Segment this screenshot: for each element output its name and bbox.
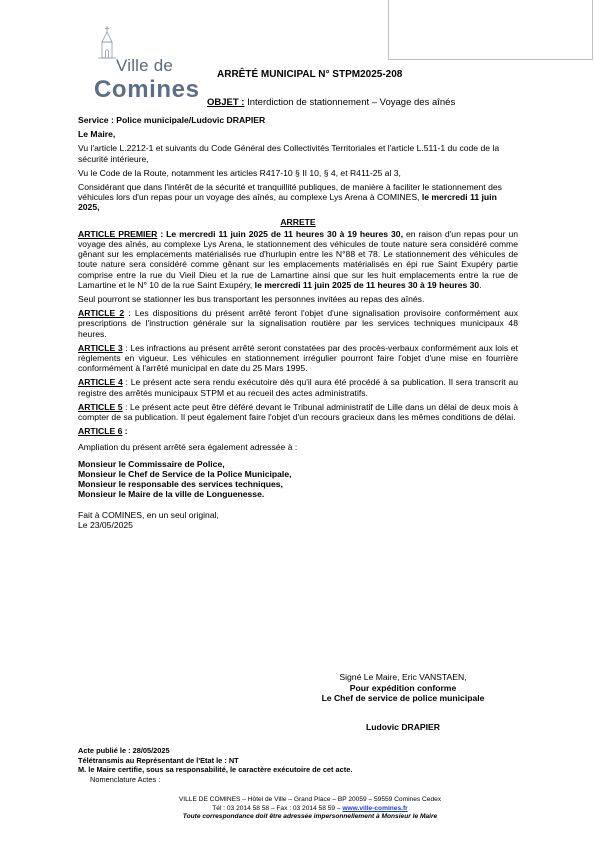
article-premier — [78, 229, 518, 290]
article-premier-end: . — [479, 279, 482, 290]
article-premier-tail: le mercredi 11 juin 2025 de 11 heures 30 à 19 heures 30 — [252, 279, 480, 290]
acte-publie: Acte publié le : 28/05/2025 — [78, 746, 170, 755]
church-tower-icon — [96, 26, 118, 60]
nomenclature: Nomenclature Actes : — [90, 774, 161, 784]
logo-comines-text: Comines — [94, 76, 200, 103]
signature-line-1: Signé Le Maire, Eric VANSTAEN, — [339, 672, 467, 682]
signature-block — [248, 672, 558, 732]
certifie: M. le Maire certifie, sous sa responsabilité, le caractère exécutoire de cet acte. — [78, 765, 353, 774]
recipient-item: Monsieur le Commissaire de Police, — [78, 458, 225, 469]
footer-notice: Toute correspondance doit être adressée impersonnellement à Monsieur le Maire — [182, 813, 438, 820]
seul-paragraph: Seul pourront se stationner les bus transportant les personnes invitées au repas des aînés. — [78, 294, 425, 305]
considerant-paragraph — [78, 182, 518, 213]
signature-line-3: Le Chef de service de police municipale — [321, 693, 485, 703]
article-3-label: ARTICLE 3 — [78, 342, 123, 353]
arrete-heading: ARRETE — [280, 216, 316, 227]
article-4 — [78, 377, 518, 397]
article-4-label: ARTICLE 4 — [78, 377, 123, 388]
considerant-date: le mercredi 11 juin 2025, — [78, 192, 497, 213]
recipient-item: Monsieur le Maire de la ville de Longuenesse. — [78, 489, 265, 500]
footer-tel: Tél : 03 2014 58 58 – Fax : 03 2014 58 59 – — [212, 804, 343, 812]
objet-label: OBJET : — [207, 97, 245, 108]
footer-contact — [60, 805, 560, 814]
recipient-item: Monsieur le responsable des services techniques, — [78, 479, 283, 490]
article-6 — [78, 426, 518, 436]
page-footer — [60, 796, 560, 822]
teletransmis: Télétransmis au Représentant de l'Etat le : NT — [78, 755, 239, 765]
service-line: Service : Police municipale/Ludovic DRAPIER — [78, 115, 266, 125]
signatory-name: Ludovic DRAPIER — [365, 721, 440, 732]
fait-a-line: Fait à COMINES, en un seul original, — [78, 509, 219, 520]
article-5-text: : Le présent acte peut être déféré devant le Tribunal administratif de Lille dans un délai de deux mois à compter de sa publication. Il peut également faire l'objet d'un recours gracieux dans les mêmes conditions de délai. — [78, 401, 519, 423]
logo-ville-text: Ville de — [116, 56, 174, 75]
publication-meta — [78, 746, 352, 784]
vu-paragraph-1: Vu l'article L.2212-1 et suivants du Code Général des Collectivités Territoriales et l'article L.511-1 du code de la sécurité intérieure, — [78, 143, 500, 164]
reception-stamp-box — [388, 0, 593, 60]
signature-line-2: Pour expédition conforme — [349, 682, 457, 693]
article-6-label: ARTICLE 6 — [78, 426, 123, 437]
article-premier-lead: : Le mercredi 11 juin 2025 de 11 heures 30 à 19 heures 30, — [157, 228, 403, 239]
website-link[interactable]: www.ville-comines.fr — [342, 804, 408, 812]
article-5-label: ARTICLE 5 — [78, 401, 123, 412]
article-3-text: : Les infractions au présent arrêté seront constatées par des procès-verbaux conformément aux lois et règlements en vigueur. Les véhicules en stationnement irrégulier pourront faire l'objet d'une mise en fourrière conformément à l'arrêté municipal en date du 25 Mars 1995. — [78, 342, 518, 374]
article-6-text: : — [122, 426, 128, 437]
article-premier-label: ARTICLE PREMIER — [78, 228, 158, 239]
recipient-list — [78, 459, 518, 500]
considerant-text: Considérant que dans l'intérêt de la sécurité et tranquillité publiques, de manière à faciliter le stationnement des véhicules lors d'un repas pour un voyage des aînés, au complexe Lys Arena à COMINES, — [78, 182, 502, 203]
objet-line — [207, 97, 455, 108]
le-maire: Le Maire, — [78, 129, 116, 140]
objet-text: Interdiction de stationnement – Voyage des aînés — [244, 97, 456, 108]
document-title: ARRÊTÉ MUNICIPAL N° STPM2025-208 — [217, 69, 403, 80]
article-5 — [78, 402, 518, 422]
article-2 — [78, 308, 518, 339]
ville-de-comines-logo — [94, 26, 200, 106]
document-body — [78, 115, 518, 530]
article-4-text: : Le présent acte sera rendu exécutoire dès qu'il aura été procédé à sa publication. Il sera transcrit au registre des arrêtés municipaux STPM et au recueil des actes administratifs. — [78, 377, 518, 398]
footer-address: VILLE DE COMINES – Hôtel de Ville – Grand Place – BP 20059 – 59559 Comines Cedex — [178, 796, 442, 803]
article-2-text: : Les dispositions du présent arrêté feront l'objet d'une signalisation provisoire conformément aux prescriptions de l'instruction générale sur la signalisation routière par les services techniques municipaux 48 heures. — [78, 308, 519, 339]
vu-paragraph-2: Vu le Code de la Route, notamment les articles R417-10 § II 10, § 4, et R411-25 al 3, — [78, 167, 401, 178]
article-2-label: ARTICLE 2 — [78, 308, 125, 319]
ampliation-line: Ampliation du présent arrêté sera également adressée à : — [78, 442, 298, 453]
article-premier-text: en raison d'un repas pour un voyage des aînés, au complexe Lys Arena, le stationnement des véhicules de toute nature sera considéré comme gênant sur les emplacements matérialisés rue d'hurlupin entre les N°88 et 78. Le stationnement des véhicules de toute nature sera considéré comme gênant sur les emplacements matérialisés en épi rue Saint Exupéry partie comprise entre la rue du Vieil Dieu et la rue de Lamartine ainsi que sur les huit emplacements entre la rue de Lamartine et le N° 10 de la rue Saint Exupéry, — [78, 228, 519, 290]
article-3 — [78, 343, 518, 374]
recipient-item: Monsieur le Chef de Service de la Police Municipale, — [78, 468, 292, 479]
date-line: Le 23/05/2025 — [78, 519, 133, 530]
